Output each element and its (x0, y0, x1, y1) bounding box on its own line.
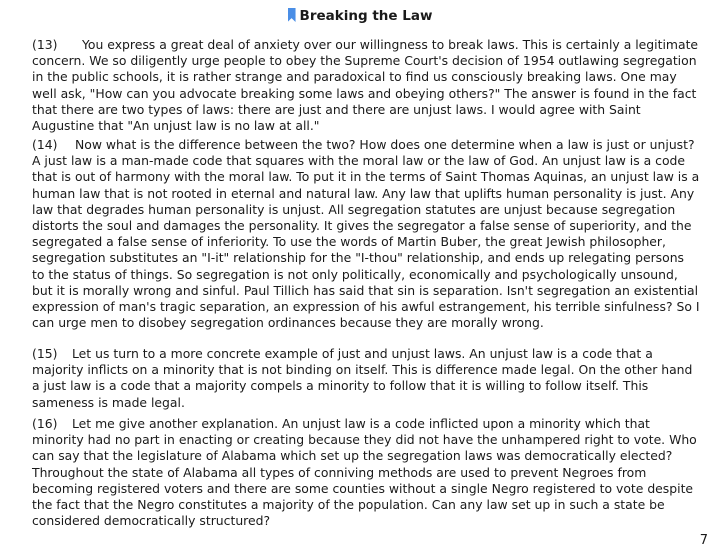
paragraph-number: (14) (32, 137, 58, 152)
paragraph-number: (13) (32, 37, 58, 52)
paragraph-number: (15) (32, 346, 58, 361)
paragraph-15 (32, 346, 700, 411)
page-title: Breaking the Law (299, 8, 433, 24)
bookmark-icon (288, 8, 296, 22)
paragraph-text: Now what is the difference between the two? How does one determine when a law is just or unjust? A just law is a man-made code that squares with the moral law or the law of God. An unjust law is a code that is out of harmony with the moral law. To put it in the terms of Saint Thomas Aquinas, an unjust law is a human law that is not rooted in eternal and natural law. Any law that uplifts human personality is just. Any law that degrades human personality is unjust. All segregation statutes are unjust because segregation distorts the soul and damages the personality. It gives the segregator a false sense of superiority, and the segregated a false sense of inferiority. To use the words of Martin Buber, the great Jewish philosopher, segregation substitutes an "I-it" relationship for the "I-thou" relationship, and ends up relegating persons to the status of things. So segregation is not only politically, economically and psychologically unsound, but it is morally wrong and sinful. Paul Tillich has said that sin is separation. Isn't segregation an existential expression of man's tragic separation, an expression of his awful estrangement, his terrible sinfulness? So I can urge men to disobey segregation ordinances because they are morally wrong. (32, 137, 700, 331)
paragraph-text: Let me give another explanation. An unjust law is a code inflicted upon a minority which that minority had no part in enacting or creating because they did not have the unhampered right to vote. Who can say that the legislature of Alabama which set up the segregation laws was democratically elected? Throughout the state of Alabama all types of conniving methods are used to prevent Negroes from becoming registered voters and there are some counties without a single Negro registered to vote despite the fact that the Negro constitutes a majority of the population. Can any law set up in such a state be considered democratically structured? (32, 416, 697, 529)
paragraph-number: (16) (32, 416, 58, 431)
page-number: 7 (699, 533, 708, 548)
paragraph-text: You express a great deal of anxiety over our willingness to break laws. This is certainly a legitimate concern. We so diligently urge people to obey the Supreme Court's decision of 1954 outlawing segregation in the public schools, it is rather strange and paradoxical to find us consciously breaking laws. One may well ask, "How can you advocate breaking some laws and obeying others?" The answer is found in the fact that there are two types of laws: there are just and there are unjust laws. I would agree with Saint Augustine that "An unjust law is no law at all." (32, 37, 699, 134)
page-header (0, 7, 720, 25)
paragraph-16 (32, 416, 700, 529)
paragraph-text: Let us turn to a more concrete example of just and unjust laws. An unjust law is a code that a majority inflicts on a minority that is not binding on itself. This is difference made legal. On the other hand a just law is a code that a majority compels a minority to follow that it is willing to follow itself. This sameness is made legal. (32, 346, 693, 410)
paragraph-13 (32, 37, 700, 134)
paragraph-14 (32, 137, 700, 331)
